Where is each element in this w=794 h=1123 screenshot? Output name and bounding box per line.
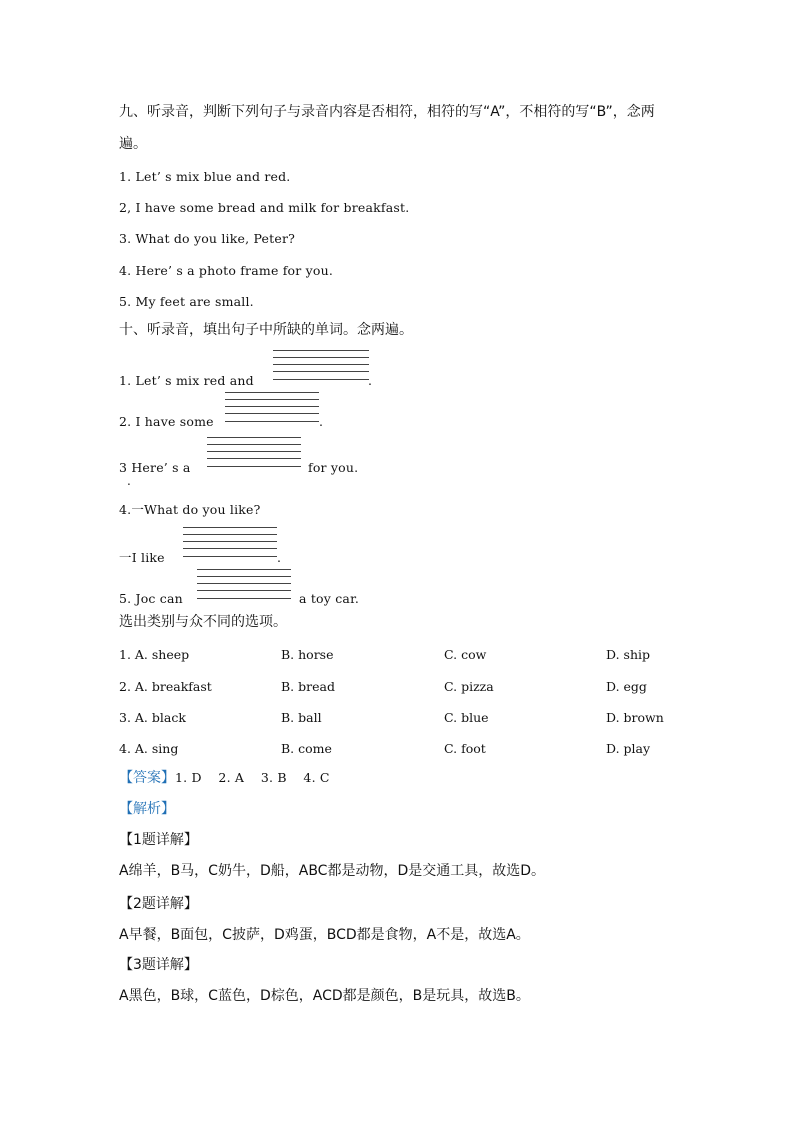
fill-q2-suffix: . — [319, 414, 324, 429]
section9-heading: 九、听录音，判断下列句子与录音内容是否相符，相符的写“A”，不相符的写“B”，念两 — [119, 104, 655, 120]
fill-q1-suffix: . — [368, 373, 373, 388]
choice-row3-c: C. blue — [444, 710, 489, 725]
analysis-label: 【解析】 — [119, 801, 175, 817]
choice-row2-c: C. pizza — [444, 679, 494, 694]
detail-2-text: A早餐，B面包，C披萨，D鸡蛋，BCD都是食物，A不是，故选A。 — [119, 927, 530, 943]
choice-row4-a: 4. A. sing — [119, 741, 179, 756]
section9-item-2: 2, I have some bread and milk for breakfast. — [119, 200, 410, 215]
choice-row3-a: 3. A. black — [119, 710, 186, 725]
choice-row1-d: D. ship — [606, 647, 650, 662]
fill-q3-blank — [207, 437, 301, 469]
choice-row4-b: B. come — [281, 741, 332, 756]
detail-1-text: A绵羊，B马，C奶牛，D船，ABC都是动物，D是交通工具，故选D。 — [119, 863, 546, 879]
choice-row2-d: D. egg — [606, 679, 647, 694]
choice-row3-d: D. brown — [606, 710, 664, 725]
answer-line — [119, 770, 330, 786]
section11-heading: 选出类别与众不同的选项。 — [119, 614, 287, 630]
fill-q2-prefix: 2. I have some — [119, 414, 214, 429]
choice-row4-c: C. foot — [444, 741, 486, 756]
fill-q5-prefix: 5. Joc can — [119, 591, 183, 606]
fill-q1-blank — [273, 350, 369, 382]
fill-q4-blank — [183, 527, 277, 559]
choice-row2-b: B. bread — [281, 679, 335, 694]
choice-row1-b: B. horse — [281, 647, 334, 662]
section9-item-4: 4. Here’ s a photo frame for you. — [119, 263, 334, 278]
choice-row4-d: D. play — [606, 741, 651, 756]
section9-heading-cont: 遍。 — [119, 136, 147, 152]
fill-q4-prefix: 一I like — [119, 550, 165, 565]
fill-q3-prefix: 3 Here’ s a — [119, 460, 191, 475]
section9-item-1: 1. Let’ s mix blue and red. — [119, 169, 291, 184]
fill-q2-blank — [225, 392, 319, 424]
choice-row3-b: B. ball — [281, 710, 322, 725]
fill-q1-prefix: 1. Let’ s mix red and — [119, 373, 254, 388]
answer-label: 【答案】 — [119, 770, 175, 786]
fill-q5-blank — [197, 569, 291, 601]
fill-q3-dot: . — [127, 474, 131, 488]
choice-row1-a: 1. A. sheep — [119, 647, 190, 662]
section9-item-3: 3. What do you like, Peter? — [119, 231, 296, 246]
detail-3-text: A黑色，B球，C蓝色，D棕色，ACD都是颜色，B是玩具，故选B。 — [119, 988, 530, 1004]
choice-row2-a: 2. A. breakfast — [119, 679, 212, 694]
fill-q4-suffix: . — [277, 550, 282, 565]
detail-3-title: 【3题详解】 — [119, 957, 198, 973]
answer-text: 1. D 2. A 3. B 4. C — [175, 770, 330, 785]
section10-heading: 十、听录音，填出句子中所缺的单词。念两遍。 — [119, 322, 413, 338]
fill-q5-suffix: a toy car. — [299, 591, 360, 606]
fill-q4-question: 4.一What do you like? — [119, 502, 261, 517]
detail-1-title: 【1题详解】 — [119, 832, 198, 848]
detail-2-title: 【2题详解】 — [119, 896, 198, 912]
choice-row1-c: C. cow — [444, 647, 487, 662]
section9-item-5: 5. My feet are small. — [119, 294, 254, 309]
fill-q3-suffix: for you. — [308, 460, 359, 475]
